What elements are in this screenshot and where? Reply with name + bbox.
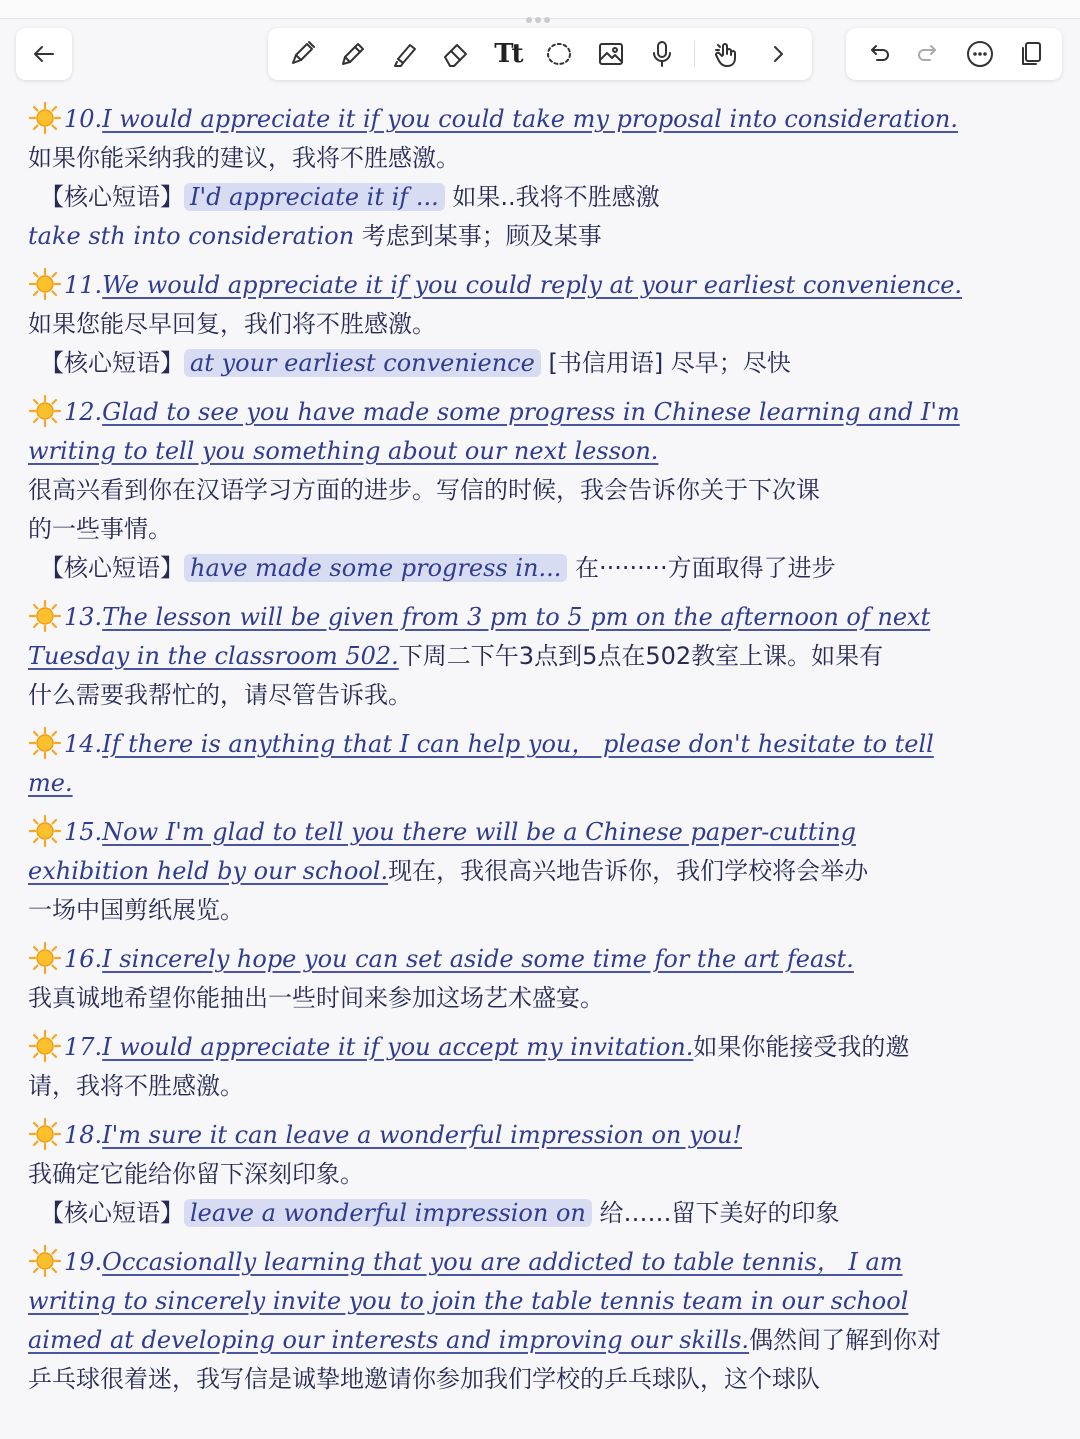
key-phrase-meaning: 给……留下美好的印象	[591, 1199, 840, 1227]
image-tool-button[interactable]	[591, 34, 631, 74]
entry-line	[28, 1243, 1058, 1282]
note-entry	[28, 393, 1058, 588]
note-entry	[28, 266, 1058, 383]
key-phrase-term: have made some progress in...	[184, 554, 567, 582]
key-phrase-term: leave a wonderful impression on	[184, 1199, 592, 1227]
chinese-translation: 偶然间了解到你对	[749, 1326, 942, 1354]
extra-phrase-term: take sth into consideration	[28, 222, 355, 250]
highlighter-tool-button[interactable]	[385, 34, 425, 74]
key-phrase-line	[28, 549, 1058, 588]
english-sentence: me.	[28, 769, 73, 797]
sun-icon	[28, 1244, 62, 1278]
chinese-translation: 我真诚地希望你能抽出一些时间来参加这场艺术盛宴。	[28, 984, 604, 1012]
chinese-translation: 如果您能尽早回复，我们将不胜感激。	[28, 310, 436, 338]
drawing-toolbar	[268, 28, 812, 80]
english-sentence: I would appreciate it if you could take my proposal into consideration.	[102, 105, 958, 133]
key-phrase-line	[28, 178, 1058, 217]
chinese-translation: 如果你能接受我的邀	[693, 1033, 910, 1061]
entry-number: 14.	[64, 730, 103, 758]
sun-icon	[28, 726, 62, 760]
copy-button[interactable]	[1011, 34, 1051, 74]
chinese-translation: 乒乓球很着迷，我写信是诚挚地邀请你参加我们学校的乒乓球队，这个球队	[28, 1365, 820, 1393]
chevron-right-icon	[763, 39, 793, 69]
note-entry	[28, 1243, 1058, 1399]
copy-icon	[1016, 39, 1046, 69]
chinese-translation: 很高兴看到你在汉语学习方面的进步。写信的时候，我会告诉你关于下次课	[28, 476, 820, 504]
status-strip	[0, 0, 1080, 19]
entry-line	[28, 139, 1058, 178]
highlighter-icon	[390, 39, 420, 69]
extra-phrase-line	[28, 217, 1058, 256]
chinese-translation: 下周二下午3点到5点在502教室上课。如果有	[398, 642, 884, 670]
entry-line	[28, 764, 1058, 803]
redo-icon	[914, 39, 944, 69]
entry-line	[28, 471, 1058, 510]
entry-line	[28, 510, 1058, 549]
microphone-tool-button[interactable]	[642, 34, 682, 74]
undo-button[interactable]	[858, 34, 898, 74]
note-entry	[28, 725, 1058, 803]
sun-icon	[28, 1117, 62, 1151]
entry-line	[28, 305, 1058, 344]
more-button[interactable]	[960, 34, 1000, 74]
entry-number: 19.	[64, 1248, 103, 1276]
chinese-translation: 什么需要我帮忙的，请尽管告诉我。	[28, 681, 412, 709]
extra-phrase-meaning: 考虑到某事；顾及某事	[354, 222, 602, 250]
english-sentence: I would appreciate it if you accept my invitation.	[102, 1033, 694, 1061]
entry-line	[28, 725, 1058, 764]
entry-line	[28, 1321, 1058, 1360]
english-sentence: Now I'm glad to tell you there will be a Chinese paper-cutting	[102, 818, 856, 846]
text-icon: Tt	[494, 39, 522, 69]
note-entry	[28, 1028, 1058, 1106]
sun-icon	[28, 394, 62, 428]
key-phrase-label: 【核心短语】	[40, 349, 184, 377]
entry-line	[28, 979, 1058, 1018]
actions-toolbar	[846, 28, 1062, 80]
entry-line	[28, 266, 1058, 305]
key-phrase-meaning: 如果..我将不胜感激	[444, 183, 660, 211]
entry-line	[28, 637, 1058, 676]
chinese-translation: 如果你能采纳我的建议，我将不胜感激。	[28, 144, 460, 172]
redo-button[interactable]	[909, 34, 949, 74]
pencil-icon	[338, 39, 368, 69]
entry-line	[28, 852, 1058, 891]
english-sentence: writing to sincerely invite you to join the table tennis team in our school	[28, 1287, 909, 1315]
key-phrase-meaning: 在·········方面取得了进步	[567, 554, 836, 582]
undo-icon	[863, 39, 893, 69]
chinese-translation: 一场中国剪纸展览。	[28, 896, 244, 924]
note-entry	[28, 1116, 1058, 1233]
image-icon	[596, 39, 626, 69]
sun-icon	[28, 267, 62, 301]
chinese-translation: 的一些事情。	[28, 515, 172, 543]
entry-number: 11.	[64, 271, 103, 299]
entry-line	[28, 393, 1058, 432]
note-entry	[28, 100, 1058, 256]
pen-icon	[287, 39, 317, 69]
touch-tool-button[interactable]	[707, 34, 747, 74]
entry-line	[28, 1028, 1058, 1067]
sun-icon	[28, 814, 62, 848]
toolbar-divider	[694, 41, 695, 67]
key-phrase-term: I'd appreciate it if ...	[184, 183, 445, 211]
pencil-tool-button[interactable]	[333, 34, 373, 74]
english-sentence: Glad to see you have made some progress in Chinese learning and I'm	[102, 398, 960, 426]
entry-line	[28, 1155, 1058, 1194]
note-entry	[28, 940, 1058, 1018]
english-sentence: I'm sure it can leave a wonderful impression on you!	[102, 1121, 743, 1149]
note-content[interactable]	[28, 100, 1058, 1409]
pen-tool-button[interactable]	[282, 34, 322, 74]
entry-line	[28, 598, 1058, 637]
english-sentence: I sincerely hope you can set aside some time for the art feast.	[102, 945, 854, 973]
entry-line	[28, 1360, 1058, 1399]
text-tool-button[interactable]	[488, 34, 528, 74]
english-sentence: exhibition held by our school.	[28, 857, 389, 885]
entry-line	[28, 813, 1058, 852]
entry-number: 18.	[64, 1121, 103, 1149]
entry-line	[28, 1282, 1058, 1321]
entry-line	[28, 1116, 1058, 1155]
hand-touch-icon	[712, 39, 742, 69]
sun-icon	[28, 101, 62, 135]
note-entry	[28, 813, 1058, 930]
key-phrase-label: 【核心短语】	[40, 1199, 184, 1227]
entry-line	[28, 100, 1058, 139]
key-phrase-label: 【核心短语】	[40, 554, 184, 582]
entry-line	[28, 891, 1058, 930]
english-sentence: aimed at developing our interests and improving our skills.	[28, 1326, 750, 1354]
note-entry	[28, 598, 1058, 715]
entry-number: 17.	[64, 1033, 103, 1061]
sun-icon	[28, 1029, 62, 1063]
entry-line	[28, 1067, 1058, 1106]
chinese-translation: 我确定它能给你留下深刻印象。	[28, 1160, 364, 1188]
english-sentence: Occasionally learning that you are addicted to table tennis， I am	[102, 1248, 903, 1276]
more-tools-button[interactable]	[758, 34, 798, 74]
back-button[interactable]	[24, 34, 64, 74]
english-sentence: Tuesday in the classroom 502.	[28, 642, 399, 670]
arrow-left-icon	[29, 39, 59, 69]
english-sentence: If there is anything that I can help you， please don't hesitate to tell	[102, 730, 934, 758]
key-phrase-meaning: [书信用语] 尽早；尽快	[540, 349, 791, 377]
entry-number: 10.	[64, 105, 103, 133]
entry-number: 16.	[64, 945, 103, 973]
chinese-translation: 现在，我很高兴地告诉你，我们学校将会举办	[388, 857, 869, 885]
key-phrase-line	[28, 344, 1058, 383]
microphone-icon	[647, 39, 677, 69]
key-phrase-term: at your earliest convenience	[184, 349, 541, 377]
lasso-icon	[544, 39, 574, 69]
back-toolbar	[16, 28, 72, 80]
eraser-tool-button[interactable]	[436, 34, 476, 74]
lasso-tool-button[interactable]	[539, 34, 579, 74]
sun-icon	[28, 941, 62, 975]
english-sentence: The lesson will be given from 3 pm to 5 pm on the afternoon of next	[102, 603, 931, 631]
entry-line	[28, 940, 1058, 979]
entry-number: 12.	[64, 398, 103, 426]
more-icon	[965, 39, 995, 69]
eraser-icon	[441, 39, 471, 69]
english-sentence: We would appreciate it if you could reply at your earliest convenience.	[102, 271, 963, 299]
entry-number: 15.	[64, 818, 103, 846]
drag-handle[interactable]	[526, 8, 554, 14]
chinese-translation: 请，我将不胜感激。	[28, 1072, 244, 1100]
entry-line	[28, 432, 1058, 471]
key-phrase-label: 【核心短语】	[40, 183, 184, 211]
entry-line	[28, 676, 1058, 715]
sun-icon	[28, 599, 62, 633]
key-phrase-line	[28, 1194, 1058, 1233]
entry-number: 13.	[64, 603, 103, 631]
english-sentence: writing to tell you something about our next lesson.	[28, 437, 659, 465]
